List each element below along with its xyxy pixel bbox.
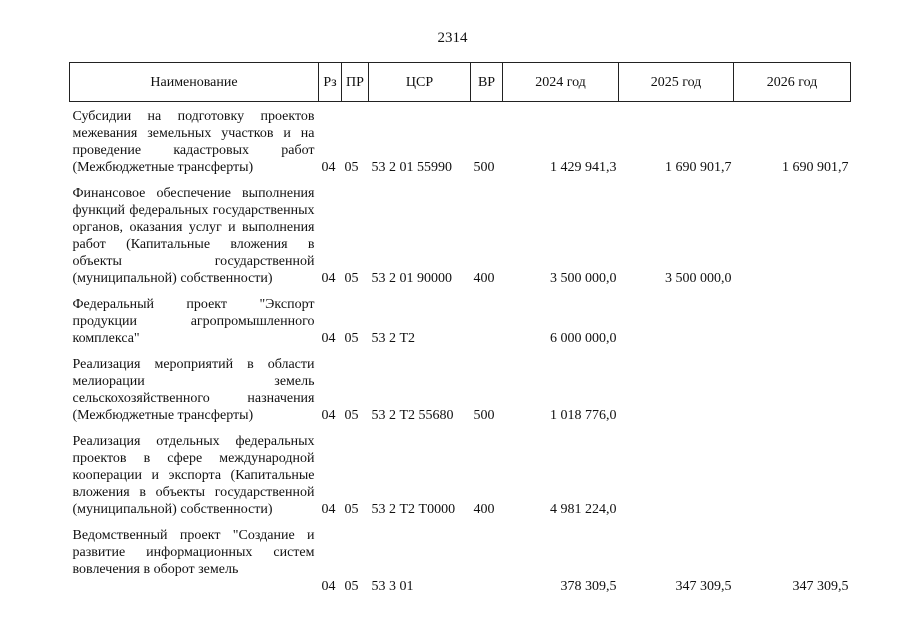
row-amount-2024: 6 000 000,0 [550, 331, 617, 346]
row-name: Субсидии на подготовку проектов межевания земельных участков и на проведение кадастровых работ (Межбюджетные трансферты) [72, 109, 315, 175]
row-csr: 53 2 Т2 [371, 331, 416, 346]
row-amount-2024: 1 429 941,3 [550, 160, 617, 175]
row-csr: 53 3 01 [371, 579, 414, 594]
table-row [70, 350, 851, 427]
row-amount-2026: 347 309,5 [792, 579, 849, 594]
row-pr: 05 [344, 408, 359, 423]
table-row [70, 179, 851, 290]
row-amount-2024: 4 981 224,0 [550, 502, 617, 517]
row-name: Финансовое обеспечение выполнения функций федеральных государственных органов, оказания услуг и выполнения работ (Капитальные вложения в объекты государственной (муниципальной) собственности) [72, 186, 315, 286]
row-rz: 04 [321, 331, 336, 346]
header-name: Наименование [70, 63, 319, 102]
row-name: Ведомственный проект "Создание и развитие информационных систем вовлечения в оборот земель [72, 528, 315, 577]
header-year-2024: 2024 год [503, 63, 619, 102]
row-rz: 04 [321, 160, 336, 175]
table-header-row [70, 63, 851, 102]
row-amount-2025: 3 500 000,0 [665, 271, 732, 286]
table-row [70, 521, 851, 598]
row-name: Федеральный проект "Экспорт продукции агропромышленного комплекса" [72, 297, 315, 346]
row-vr: 500 [473, 408, 495, 423]
row-rz: 04 [321, 579, 336, 594]
row-pr: 05 [344, 271, 359, 286]
row-pr: 05 [344, 331, 359, 346]
row-vr: 400 [473, 271, 495, 286]
row-amount-2025 [619, 427, 734, 521]
header-year-2025: 2025 год [619, 63, 734, 102]
row-csr: 53 2 Т2 Т0000 [371, 502, 456, 517]
table-row [70, 102, 851, 180]
budget-table [69, 62, 851, 598]
row-vr: 500 [473, 160, 495, 175]
header-vr: ВР [471, 63, 503, 102]
row-amount-2025 [619, 350, 734, 427]
row-amount-2026 [734, 427, 851, 521]
table-row [70, 290, 851, 350]
row-amount-2026 [734, 179, 851, 290]
row-vr [471, 521, 503, 598]
row-name: Реализация мероприятий в области мелиорации земель сельскохозяйственного назначения (Межбюджетные трансферты) [72, 357, 315, 423]
row-name: Реализация отдельных федеральных проектов в сфере международной кооперации и экспорта (Капитальные вложения в объекты государственной (муниципальной) собственности) [72, 434, 315, 517]
row-amount-2025: 347 309,5 [675, 579, 732, 594]
row-amount-2026 [734, 290, 851, 350]
row-amount-2025 [619, 290, 734, 350]
row-rz: 04 [321, 502, 336, 517]
page-number: 2314 [437, 30, 468, 46]
row-rz: 04 [321, 408, 336, 423]
header-year-2026: 2026 год [734, 63, 851, 102]
row-amount-2024: 3 500 000,0 [550, 271, 617, 286]
header-rz: Рз [319, 63, 342, 102]
row-csr: 53 2 Т2 55680 [371, 408, 454, 423]
row-amount-2024: 378 309,5 [560, 579, 617, 594]
row-vr [471, 290, 503, 350]
row-csr: 53 2 01 90000 [371, 271, 452, 286]
row-amount-2026: 1 690 901,7 [782, 160, 849, 175]
row-pr: 05 [344, 160, 359, 175]
row-vr: 400 [473, 502, 495, 517]
row-amount-2024: 1 018 776,0 [550, 408, 617, 423]
row-amount-2026 [734, 350, 851, 427]
row-csr: 53 2 01 55990 [371, 160, 452, 175]
row-amount-2025: 1 690 901,7 [665, 160, 732, 175]
row-rz: 04 [321, 271, 336, 286]
row-pr: 05 [344, 579, 359, 594]
table-row [70, 427, 851, 521]
header-pr: ПР [342, 63, 369, 102]
row-pr: 05 [344, 502, 359, 517]
header-csr: ЦСР [369, 63, 471, 102]
